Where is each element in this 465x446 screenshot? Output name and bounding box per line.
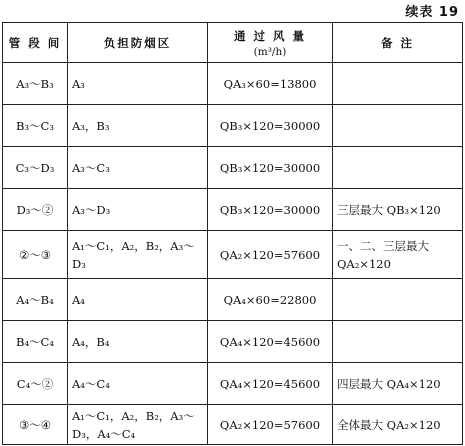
flow-cell: QA₂×120=57600: [208, 231, 333, 279]
area-cell: A₃，B₃: [68, 105, 208, 147]
table-row: [3, 363, 463, 405]
table-row: [3, 105, 463, 147]
note-cell: [333, 321, 463, 363]
flow-cell: QA₃×60=13800: [208, 63, 333, 105]
flow-cell: QB₃×120=30000: [208, 105, 333, 147]
segment-cell: ③～④: [3, 405, 68, 445]
segment-cell: C₄～②: [3, 363, 68, 405]
airflow-table: [2, 22, 463, 445]
segment-cell: A₃～B₃: [3, 63, 68, 105]
area-cell: A₁～C₁，A₂，B₂，A₃～D₃，A₄～C₄: [68, 405, 208, 445]
header-note: 备 注: [333, 23, 463, 63]
header-area: 负担防烟区: [68, 23, 208, 63]
area-cell: A₃～C₃: [68, 147, 208, 189]
flow-cell: QA₄×60=22800: [208, 279, 333, 321]
flow-cell: QB₃×120=30000: [208, 147, 333, 189]
note-cell: [333, 147, 463, 189]
note-cell: 一、二、三层最大 QA₂×120: [333, 231, 463, 279]
note-cell: [333, 105, 463, 147]
segment-cell: D₃～②: [3, 189, 68, 231]
area-cell: A₄～C₄: [68, 363, 208, 405]
note-cell: [333, 279, 463, 321]
segment-cell: ②～③: [3, 231, 68, 279]
table-row: [3, 231, 463, 279]
note-cell: [333, 63, 463, 105]
table-row: [3, 279, 463, 321]
table-header-row: [3, 23, 463, 63]
header-flow: [208, 23, 333, 63]
continued-table-label: 续表 19: [405, 5, 459, 20]
table-row: [3, 321, 463, 363]
flow-cell: QB₃×120=30000: [208, 189, 333, 231]
segment-cell: C₃～D₃: [3, 147, 68, 189]
note-cell: 四层最大 QA₄×120: [333, 363, 463, 405]
flow-cell: QA₂×120=57600: [208, 405, 333, 445]
header-segment: 管 段 间: [3, 23, 68, 63]
segment-cell: B₄～C₄: [3, 321, 68, 363]
flow-cell: QA₄×120=45600: [208, 363, 333, 405]
area-cell: A₃～D₃: [68, 189, 208, 231]
table-row: [3, 63, 463, 105]
area-cell: A₄: [68, 279, 208, 321]
area-cell: A₄，B₄: [68, 321, 208, 363]
header-flow-title: 通 过 风 量: [233, 28, 306, 43]
table-row: [3, 189, 463, 231]
table-row: [3, 405, 463, 445]
note-cell: 全体最大 QA₂×120: [333, 405, 463, 445]
segment-cell: B₃～C₃: [3, 105, 68, 147]
table-row: [3, 147, 463, 189]
note-cell: 三层最大 QB₃×120: [333, 189, 463, 231]
header-flow-unit: (m³/h): [253, 45, 287, 58]
area-cell: A₁～C₁，A₂，B₂，A₃～D₃: [68, 231, 208, 279]
flow-cell: QA₄×120=45600: [208, 321, 333, 363]
area-cell: A₃: [68, 63, 208, 105]
segment-cell: A₄～B₄: [3, 279, 68, 321]
